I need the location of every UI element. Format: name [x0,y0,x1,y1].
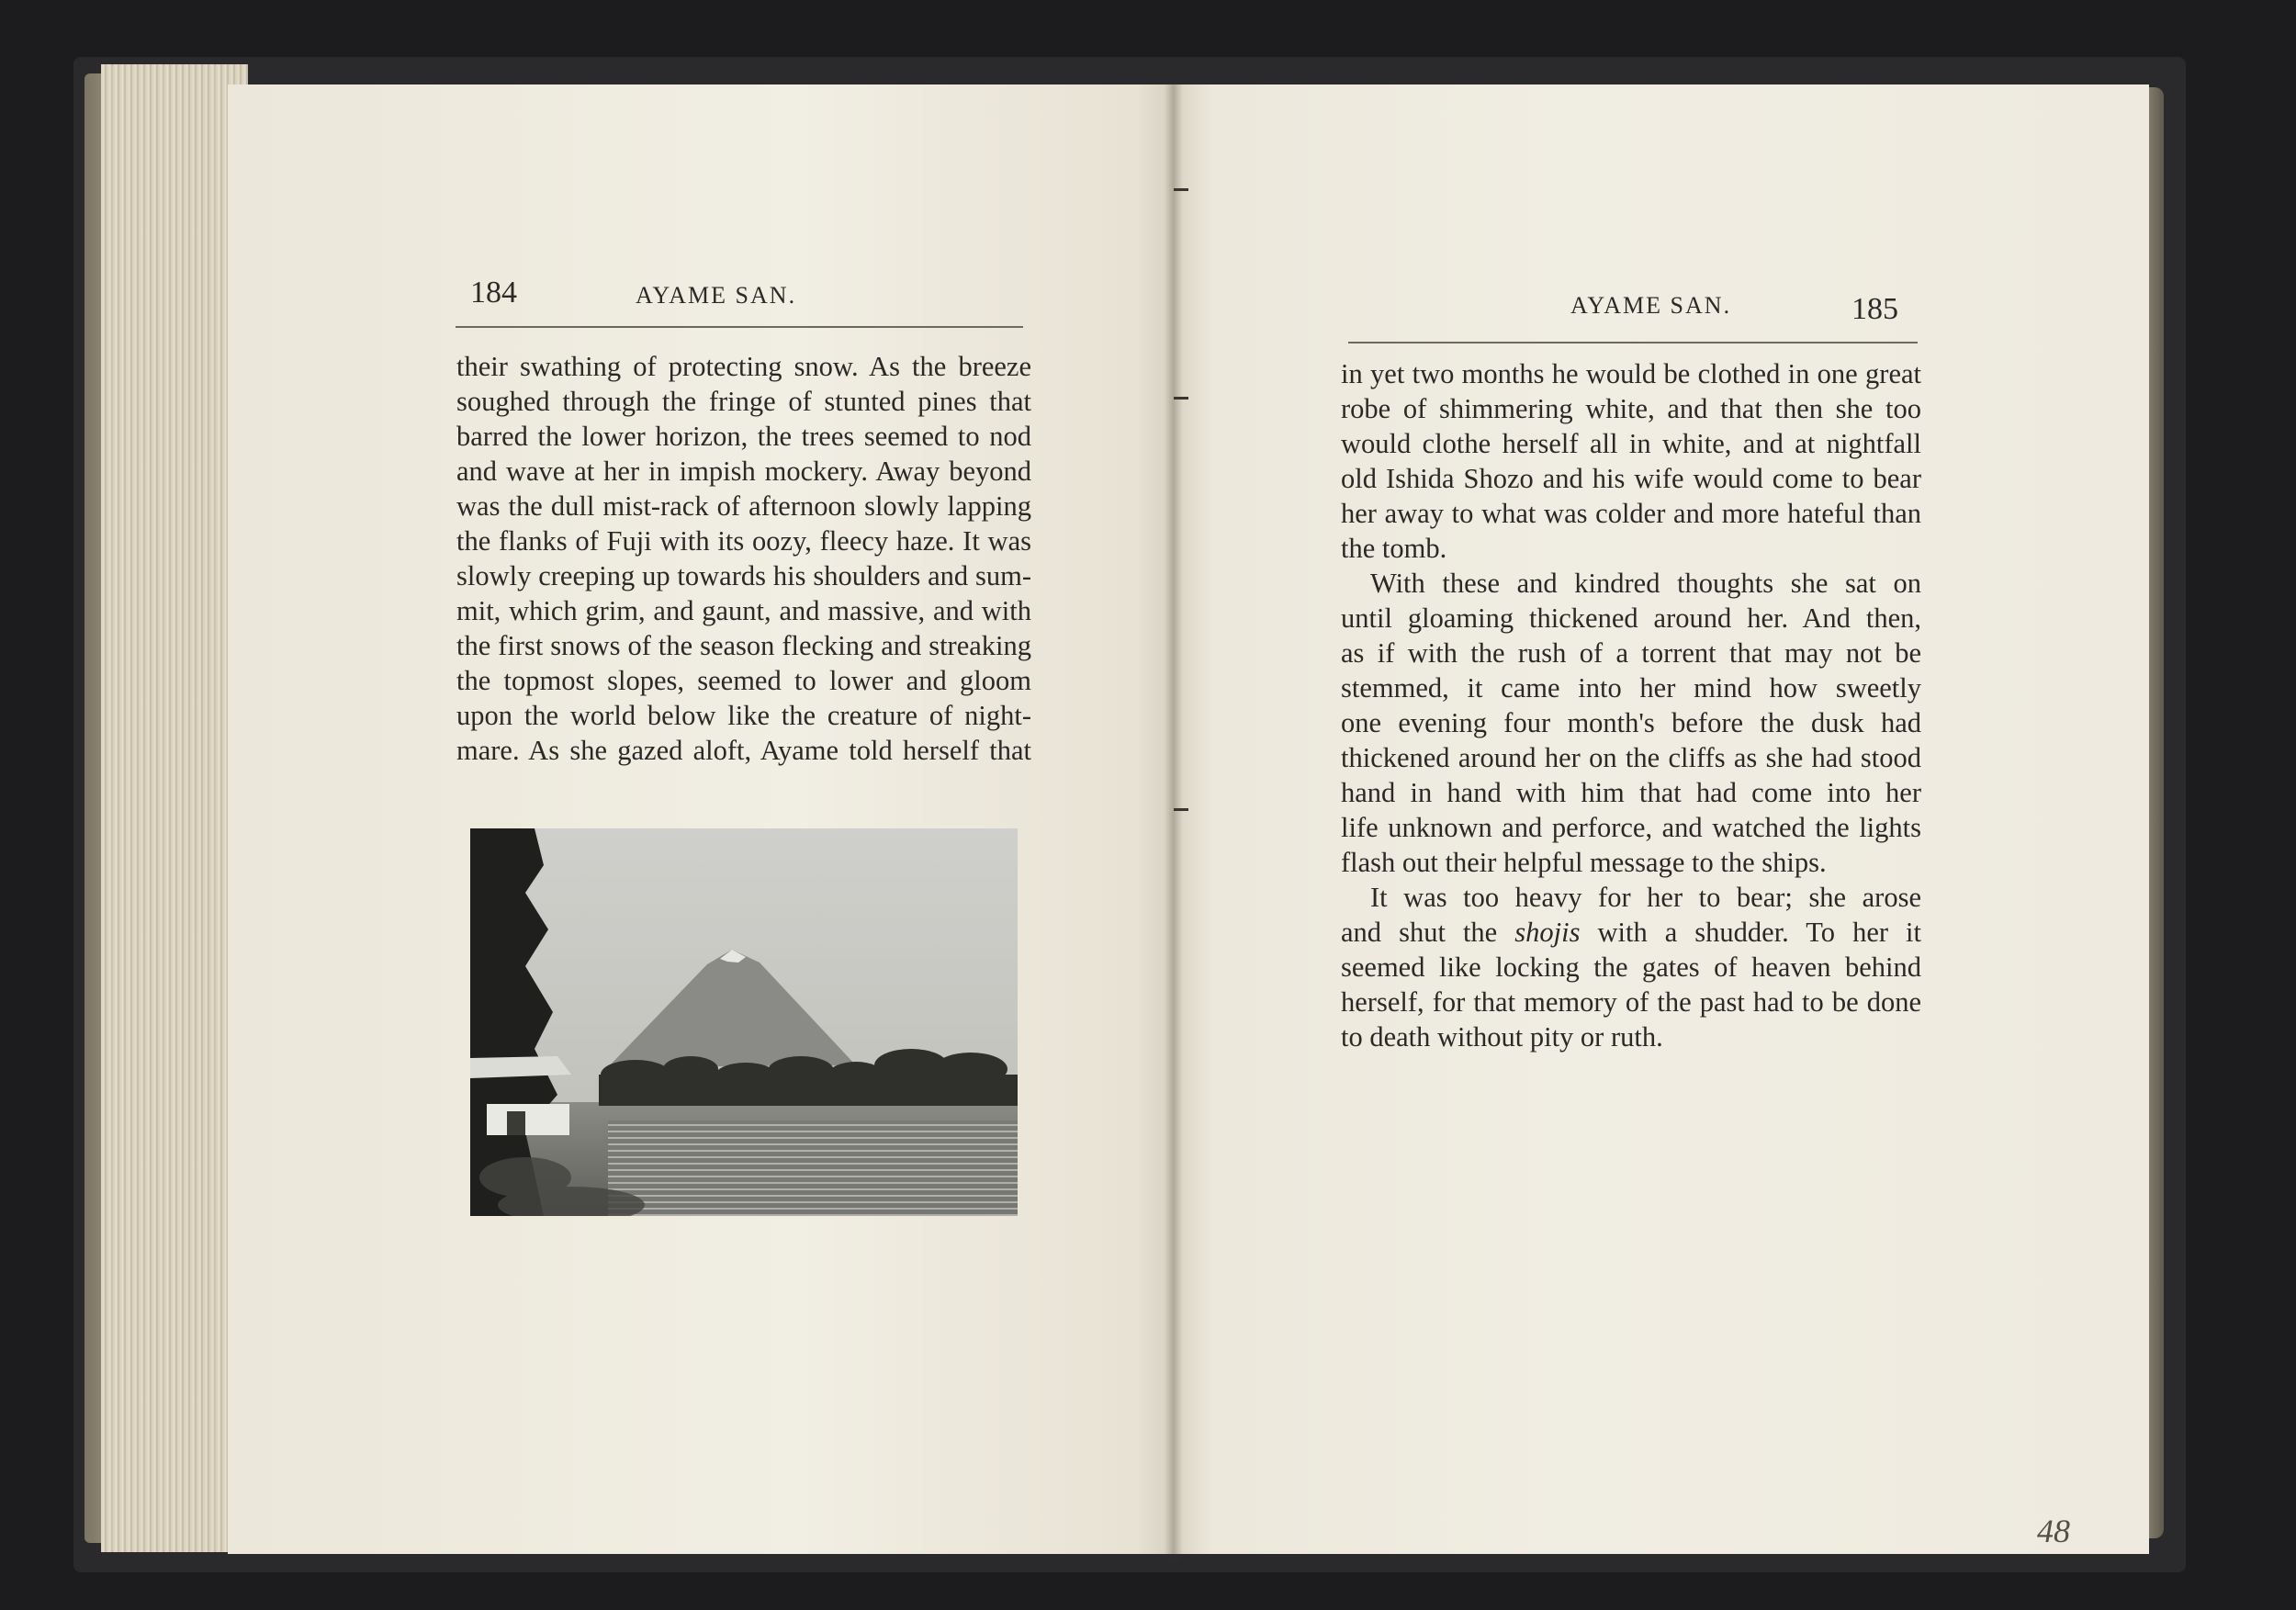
right-body-text [1341,356,1921,1054]
left-page-number: 184 [470,276,517,310]
fuji-illustration [470,828,1018,1216]
text-line: to death without pity or ruth. [1341,1021,1663,1053]
handwritten-folio-number: 48 [2037,1513,2070,1549]
gutter-mark [1174,188,1188,191]
fuji-photograph [470,828,1018,1216]
text-line: stemmed, it came into her mind how sweetly [1341,672,1921,704]
right-header-rule [1348,342,1918,343]
text-line: mit, which grim, and gaunt, and massive, and with [456,595,1031,626]
text-line: old Ishida Shozo and his wife would come to bear [1341,463,1921,494]
left-body-text [456,349,1031,768]
paragraph-2 [1341,566,1921,880]
text-line: the tomb. [1341,533,1447,564]
right-running-head: AYAME SAN. [1570,292,1732,319]
text-line: the first snows of the season flecking and streaking [456,630,1031,661]
right-page-number: 185 [1851,292,1898,326]
text-line: seemed like locking the gates of heaven behind [1341,951,1921,983]
text-line: robe of shimmering white, and that then she too [1341,393,1921,424]
text-line: It was too heavy for her to bear; she arose [1370,882,1921,913]
text-line [1341,915,1921,950]
text-fragment: and shut the [1341,917,1515,948]
paragraph-1 [1341,356,1921,566]
text-line: flash out their helpful message to the ships. [1341,847,1827,878]
text-line: until gloaming thickened around her. And then, [1341,602,1921,634]
text-line: soughed through the fringe of stunted pines that [456,386,1031,417]
text-line: barred the lower horizon, the trees seemed to nod [456,421,1031,452]
text-fragment: with a shudder. To her it [1580,917,1921,948]
text-line: in yet two months he would be clothed in one great [1341,358,1921,389]
text-line: was the dull mist-rack of afternoon slowly lapping [456,490,1031,522]
text-line: herself, for that memory of the past had to be done [1341,986,1921,1018]
paragraph-3-rest [1341,950,1921,1054]
italic-word: shojis [1514,917,1581,948]
text-line: the flanks of Fuji with its oozy, fleecy haze. It was [456,525,1031,557]
text-line: upon the world below like the creature of night- [456,700,1031,731]
paragraph-3 [1341,880,1921,1054]
text-line: life unknown and perforce, and watched the lights [1341,812,1921,843]
text-line: and wave at her in impish mockery. Away beyond [456,456,1031,487]
text-line: thickened around her on the cliffs as she had stood [1341,742,1921,773]
page-stack-edges [101,64,248,1552]
text-line: would clothe herself all in white, and at nightfall [1341,428,1921,459]
text-line: one evening four month's before the dusk had [1341,707,1921,738]
gutter-mark [1174,397,1188,400]
text-line: the topmost slopes, seemed to lower and gloom [456,665,1031,696]
book-gutter [1165,83,1183,1561]
text-line: hand in hand with him that had come into her [1341,777,1921,808]
text-line: mare. As she gazed aloft, Ayame told herself that [456,735,1031,766]
text-line: With these and kindred thoughts she sat on [1370,568,1921,599]
text-line: slowly creeping up towards his shoulders and sum- [456,560,1031,591]
text-line: her away to what was colder and more hateful than [1341,498,1921,529]
gutter-mark [1174,808,1188,811]
left-running-head: AYAME SAN. [636,282,797,309]
left-header-rule [456,326,1023,328]
text-line: as if with the rush of a torrent that may not be [1341,637,1921,669]
text-line: their swathing of protecting snow. As the breeze [456,351,1031,382]
